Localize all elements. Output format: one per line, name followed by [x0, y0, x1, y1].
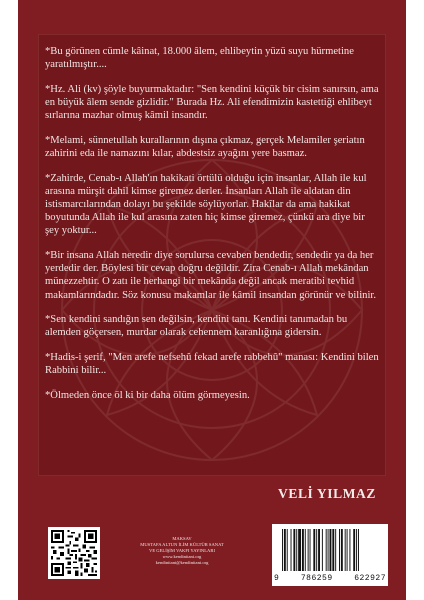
publisher-line: kendinitani@kendinitani.org	[155, 560, 209, 565]
barcode-bars	[282, 529, 382, 571]
quotes-panel	[38, 34, 386, 476]
publisher-line: MAKSAV	[172, 536, 192, 541]
back-cover	[18, 0, 406, 600]
quote-paragraph: *Ölmeden önce öl ki bir daha ölüm görmeyesin.	[45, 389, 250, 401]
quote-paragraph: *Hadis-i şerif, "Men arefe nefsehû fekad arefe rabbehû" manası: Kendini bilen Rabbini bilir...	[45, 352, 379, 377]
qr-code	[48, 527, 100, 579]
isbn-group: 622927	[354, 574, 386, 583]
quote-paragraph: *Sen kendini sandığın sen değilsin, kendini tanı. Kendini tanımadan bu alemden göçersen, murdar olarak cehennem karanlığına gidersin.	[45, 314, 348, 339]
author-name: VELİ YILMAZ	[278, 486, 376, 501]
isbn-group: 9	[274, 574, 280, 583]
quote-paragraph: *Zahirde, Cenab-ı Allah'ın hakikati örtülü olduğu için insanlar, Allah ile kul arasına mürşit dahil kimse giremez derler. İnsanları Allah ile aldatan din istismarcılarından dolayı bu şekilde söylüyorlar. Hakîlar da ama hakikat boyutunda Allah ile kul arasına zaten hiç kimse giremez, çünkü ara diye bir şey yoktur...	[45, 172, 367, 237]
publisher-info	[112, 536, 252, 566]
quote-paragraph: *Bu görünen cümle kâinat, 18.000 âlem, ehlibeytin yüzü suyu hürmetine yaratılmıştır....	[45, 46, 354, 71]
isbn-number	[274, 574, 386, 583]
qr-code-icon	[51, 530, 97, 576]
isbn-group: 786259	[300, 574, 333, 583]
isbn-barcode	[272, 524, 388, 586]
quote-paragraph: *Melami, sünnetullah kurallarının dışına çıkmaz, gerçek Melamiler şeriatın zahirini eda ile namazını kılar, abdestsiz ayağını yere basmaz.	[45, 134, 365, 159]
quote-paragraph: *Hz. Ali (kv) şöyle buyurmaktadır: "Sen kendini küçük bir cisim sanırsın, ama en büyük âlem sende gizlidir." Burada Hz. Ali efendimizin kastettiği ehlibeyt sırlarına mazhar olmuş kâmil insandır.	[45, 83, 379, 122]
publisher-line: www.kendinitani.org	[162, 554, 202, 559]
publisher-line: VE GELİŞİM VAKFI YAYINLARI	[149, 548, 215, 553]
publisher-line: MUSTAFA ALTUN İLİM KÜLTÜR SANAT	[140, 542, 224, 547]
quote-paragraph: *Bir insana Allah neredir diye sorulursa cevaben bendedir, sendedir ya da her yerdedir der. Böylesi bir cevap doğru değildir. Zira Cenab-ı Allah mekândan münezzehtir. O zatı ile herhangi bir mekânda değil ancak meratibi tevhid makamlarındadır. Söz konusu makamlar ile kâmil insandan görünür ve bilinir.	[45, 250, 376, 301]
